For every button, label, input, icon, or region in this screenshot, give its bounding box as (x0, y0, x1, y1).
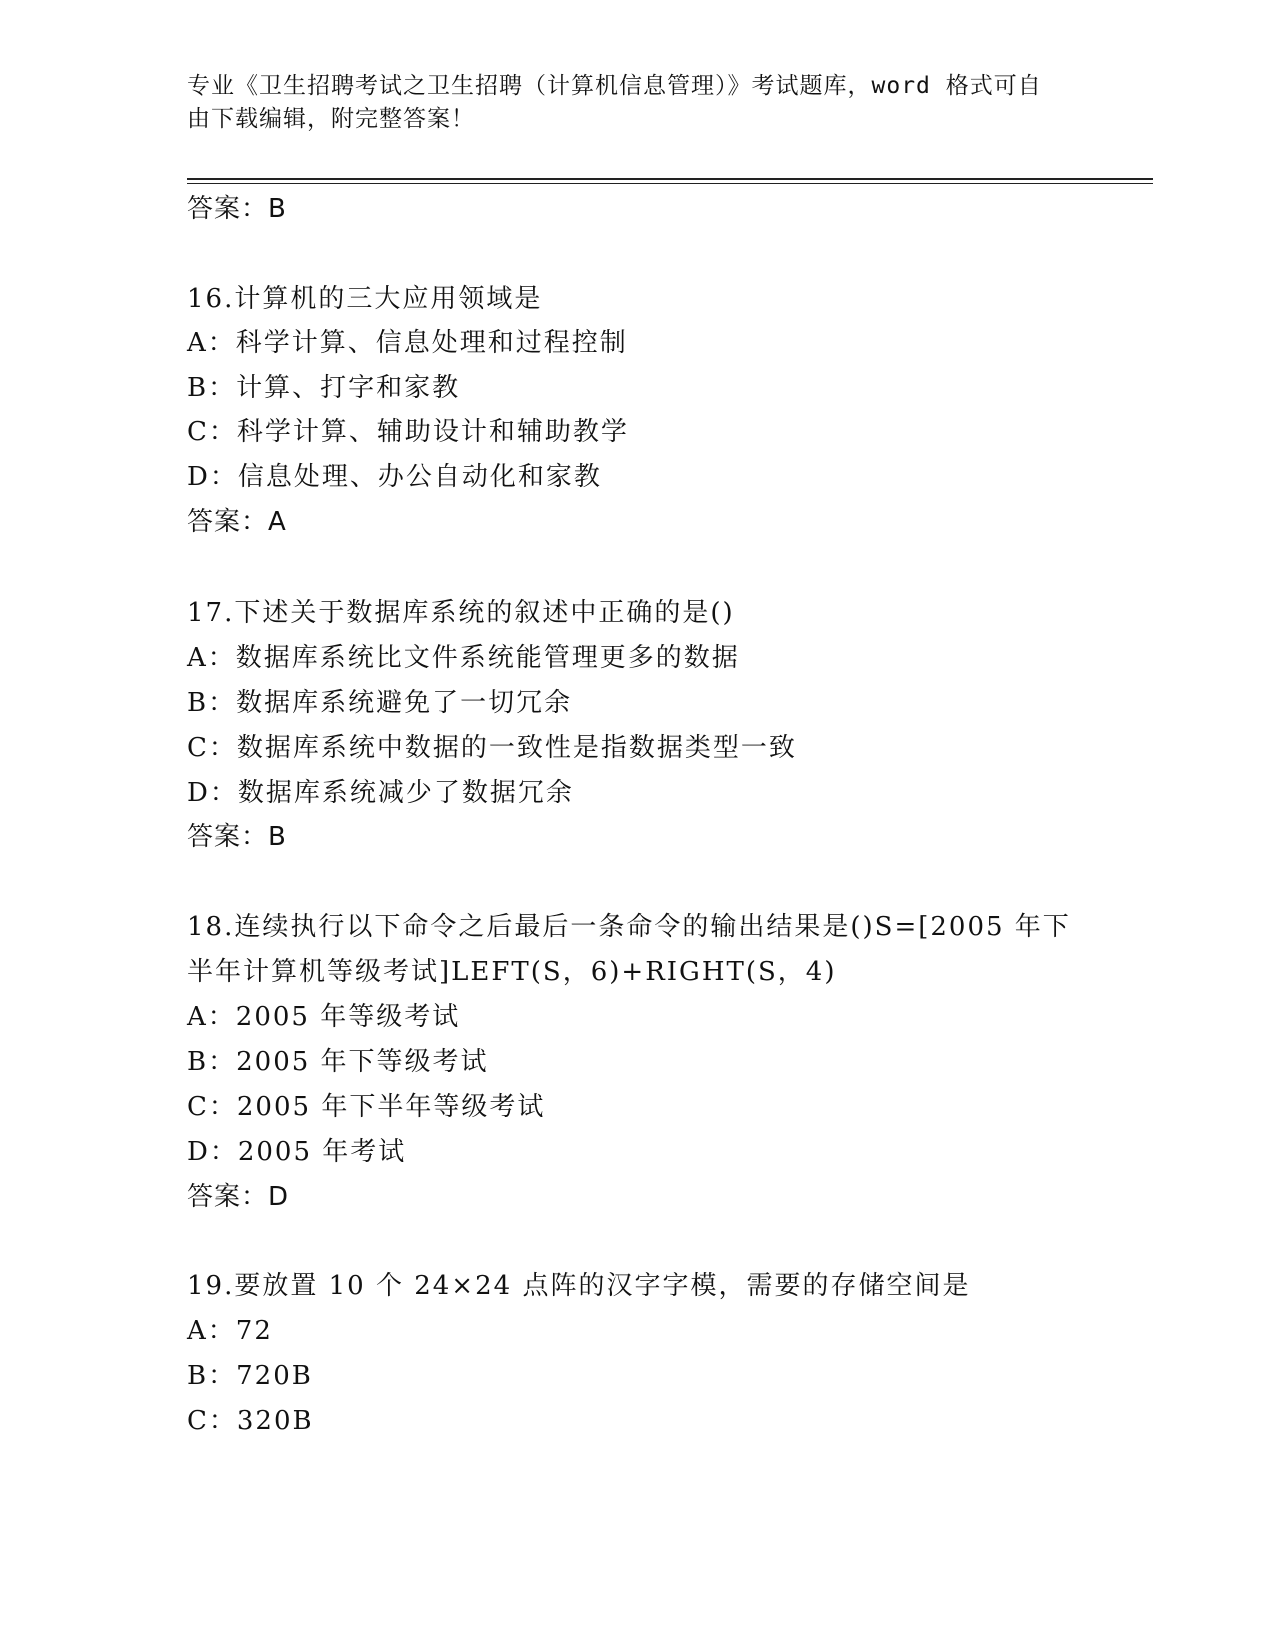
question-17-option-a: A：数据库系统比文件系统能管理更多的数据 (187, 643, 740, 673)
question-17-option-b: B：数据库系统避免了一切冗余 (187, 688, 573, 718)
question-18-answer: 答案：D (187, 1182, 290, 1212)
question-18-option-b: B：2005 年下等级考试 (187, 1047, 489, 1077)
question-19-option-b: B：720B (187, 1361, 313, 1391)
question-16-stem: 16.计算机的三大应用领域是 (187, 284, 543, 314)
question-18-option-a: A：2005 年等级考试 (187, 1002, 461, 1032)
document-header (187, 70, 1067, 136)
question-18-stem-line-1: 18.连续执行以下命令之后最后一条命令的输出结果是()S=[2005 年下 (187, 912, 1071, 942)
question-16-option-d: D：信息处理、办公自动化和家教 (187, 462, 602, 492)
question-17-stem: 17.下述关于数据库系统的叙述中正确的是() (187, 598, 735, 628)
header-line-2: 由下载编辑，附完整答案！ (187, 106, 475, 132)
question-17-option-c: C：数据库系统中数据的一致性是指数据类型一致 (187, 733, 797, 763)
question-19-option-c: C：320B (187, 1406, 314, 1436)
question-18-stem-line-2: 半年计算机等级考试]LEFT(S，6)+RIGHT(S，4) (187, 957, 837, 987)
question-16-option-b: B：计算、打字和家教 (187, 373, 461, 403)
question-17-option-d: D：数据库系统减少了数据冗余 (187, 778, 574, 808)
header-line-1: 专业《卫生招聘考试之卫生招聘（计算机信息管理）》考试题库，word 格式可自 (187, 73, 1042, 99)
header-divider-thick (187, 178, 1153, 180)
question-18-option-d: D：2005 年考试 (187, 1137, 407, 1167)
question-16-answer: 答案：A (187, 507, 287, 537)
question-18-option-c: C：2005 年下半年等级考试 (187, 1092, 546, 1122)
question-16-option-a: A：科学计算、信息处理和过程控制 (187, 328, 628, 358)
question-19-stem: 19.要放置 10 个 24×24 点阵的汉字字模，需要的存储空间是 (187, 1271, 971, 1301)
question-19-option-a: A：72 (187, 1316, 273, 1346)
answer-previous: 答案：B (187, 194, 287, 224)
header-divider-thin (187, 183, 1153, 184)
question-17-answer: 答案：B (187, 822, 287, 852)
question-16-option-c: C：科学计算、辅助设计和辅助教学 (187, 417, 629, 447)
